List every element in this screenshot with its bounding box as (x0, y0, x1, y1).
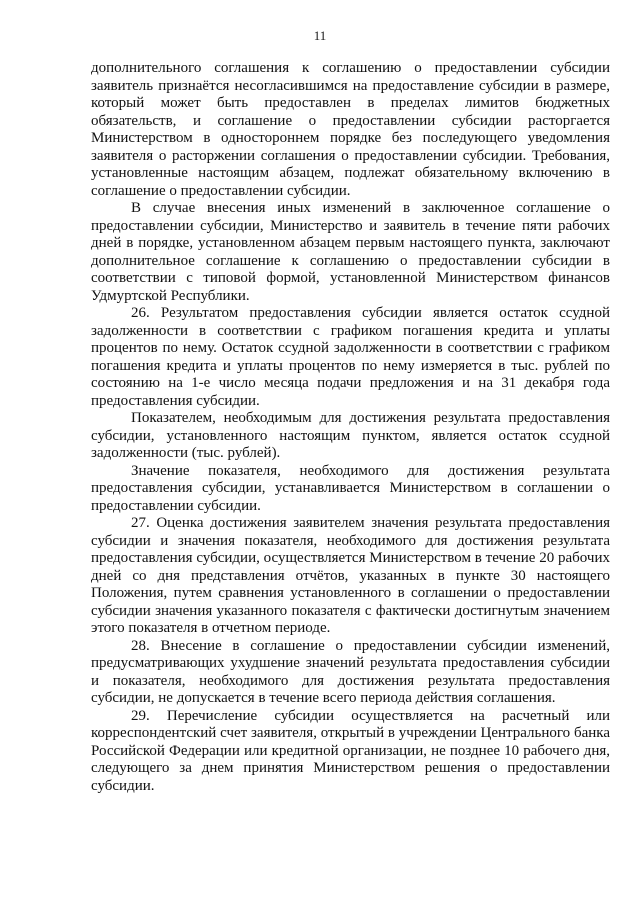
paragraph-item-28: 28. Внесение в соглашение о предоставлении субсидии изменений, предусматривающих ухудшение значений результата предоставления субсидии и показателя, необходимого для достижения результата предоставления субсидии, не допускается в течение всего периода действия соглашения. (91, 637, 610, 706)
paragraph-item-26: 26. Результатом предоставления субсидии является остаток ссудной задолженности в соответствии с графиком погашения кредита и уплаты процентов по нему. Остаток ссудной задолженности в соответствии с графиком погашения кредита и уплаты процентов по нему измеряется в тыс. рублей по состоянию на 1-е число месяца подачи предложения и на 31 декабря года предоставления субсидии. (91, 305, 610, 409)
paragraph-indicator-value: Значение показателя, необходимого для достижения результата предоставления субсидии, устанавливается Министерством в соглашении о предоставлении субсидии. (91, 462, 610, 514)
document-body (91, 60, 610, 795)
paragraph-other-changes: В случае внесения иных изменений в заключенное соглашение о предоставлении субсидии, Министерство и заявитель в течение пяти рабочих дней в порядке, установленном абзацем первым настоящего пункта, заключают дополнительное соглашение к соглашению о предоставлении субсидии в соответствии с типовой формой, установленной Министерством финансов Удмуртской Республики. (91, 200, 610, 304)
paragraph-continuation: дополнительного соглашения к соглашению о предоставлении субсидии заявитель признаётся несогласившимся на предоставление субсидии в размере, который может быть предоставлен в пределах лимитов бюджетных обязательств, и соглашение о предоставлении субсидии расторгается Министерством в одностороннем порядке без последующего уведомления заявителя о расторжении соглашения о предоставлении субсидии. Требования, установленные настоящим абзацем, подлежат обязательному включению в соглашение о предоставлении субсидии. (91, 60, 610, 199)
paragraph-item-27: 27. Оценка достижения заявителем значения результата предоставления субсидии и значения показателя, необходимого для достижения результата предоставления субсидии, осуществляется Министерством в течение 20 рабочих дней со дня представления отчётов, указанных в пункте 30 настоящего Положения, путем сравнения установленного в соглашении о предоставлении субсидии значения указанного показателя с фактически достигнутым значением этого показателя в отчетном периоде. (91, 515, 610, 636)
paragraph-indicator: Показателем, необходимым для достижения результата предоставления субсидии, установленного настоящим пунктом, является остаток ссудной задолженности (тыс. рублей). (91, 410, 610, 461)
paragraph-item-29: 29. Перечисление субсидии осуществляется на расчетный или корреспондентский счет заявителя, открытый в учреждении Центрального банка Российской Федерации или кредитной организации, не позднее 10 рабочего дня, следующего за днем принятия Министерством решения о предоставлении субсидии. (91, 707, 610, 794)
page-number: 11 (313, 28, 327, 43)
